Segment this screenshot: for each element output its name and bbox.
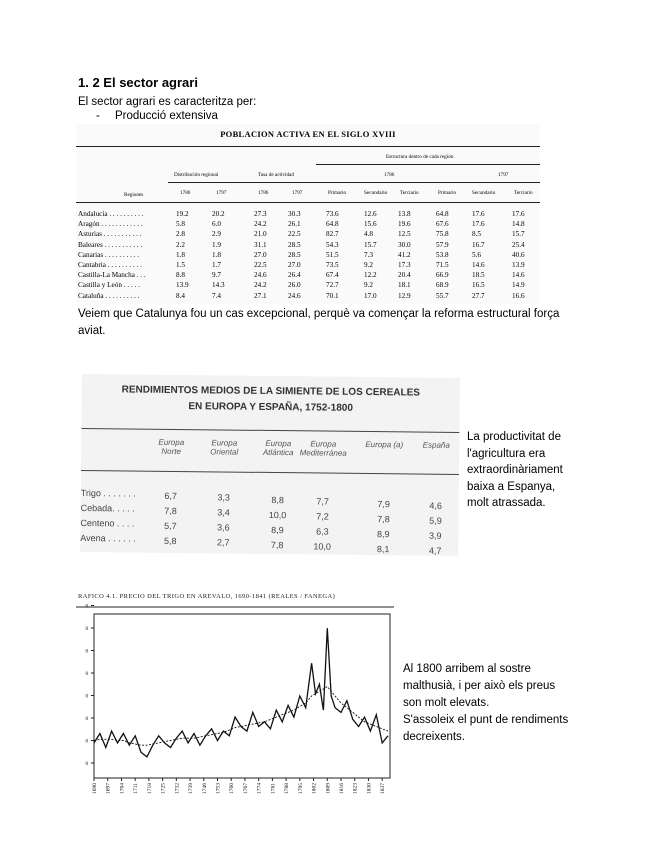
y-tick-label: 0 [85, 604, 88, 610]
table-row [76, 251, 540, 260]
table-cell: 3,6 [217, 522, 230, 533]
y-tick-label: 0 [85, 762, 88, 767]
table-cell: 8,1 [376, 543, 390, 554]
col-header: Terciario [514, 190, 533, 196]
x-tick-label: 1823 [352, 783, 359, 794]
x-tick-label: 1795 [297, 783, 304, 794]
bullet-text: Producció extensiva [115, 110, 218, 122]
table-cell: 10,0 [313, 541, 332, 552]
table-cell: 1.7 [212, 261, 221, 269]
table-cell: 66.9 [436, 271, 449, 280]
table-cell: 2.2 [176, 240, 185, 249]
rule [316, 164, 540, 165]
region-name: Andalucía . . . . . . . . . . [78, 210, 144, 218]
table-cell: 19.6 [398, 220, 411, 229]
rule [76, 146, 540, 147]
table-cell: 7.4 [212, 291, 221, 300]
table-cell: 30.0 [398, 240, 411, 249]
table-cell: 6,3 [316, 526, 329, 537]
table-cell: 4,6 [429, 500, 442, 511]
x-axis [92, 778, 386, 794]
table-cell: 41.2 [398, 250, 411, 259]
x-tick-label: 1746 [201, 783, 208, 794]
region-name: Cantabria . . . . . . . . . . [78, 261, 142, 269]
wheat-price-chart [76, 600, 398, 796]
x-tick-label: 1788 [284, 783, 291, 794]
x-tick-label: 1809 [325, 783, 332, 794]
table-cell: 16.5 [472, 281, 485, 290]
table-cell: 8,8 [271, 494, 284, 505]
x-tick-label: 1732 [174, 783, 181, 794]
table-row [76, 281, 540, 290]
table-row [76, 220, 540, 229]
table-cell: 17.6 [512, 210, 525, 218]
table-row [76, 230, 540, 239]
population-table-title: POBLACION ACTIVA EN EL SIGLO XVIII [220, 129, 396, 139]
note-malthus-line3: son molt elevats. [403, 697, 490, 709]
rule [168, 182, 540, 183]
table-cell: 24.6 [288, 291, 301, 300]
header-1797: 1797 [498, 172, 509, 178]
y-tick-label: 0 [85, 717, 88, 722]
table-cell: 27.7 [472, 291, 485, 300]
x-tick-label: 1690 [92, 783, 98, 794]
col-header: 1786 [180, 190, 191, 196]
table-cell: 70.1 [326, 291, 339, 300]
note-malthus-line2: malthusià, i per això els preus [403, 680, 556, 692]
table-cell: 27.0 [254, 250, 267, 259]
table-row [76, 292, 540, 301]
x-tick-label: 1837 [380, 783, 387, 794]
series-line-trend [94, 687, 388, 746]
crop-name: Avena . . . . . . [80, 532, 136, 544]
x-tick-label: 1739 [188, 783, 195, 794]
bullet-dash: - [96, 110, 100, 122]
table-cell: 1.8 [176, 250, 185, 259]
x-tick-label: 1781 [270, 783, 277, 794]
table-cell: 20.2 [212, 210, 225, 218]
table-cell: 8.5 [472, 230, 481, 239]
region-name: Castilla-La Mancha . . . [78, 271, 146, 280]
table-cell: 2.8 [176, 230, 185, 239]
table-cell: 14.8 [512, 220, 525, 229]
table-cell: 73.5 [326, 261, 339, 269]
header-regions: Regiones [124, 192, 144, 198]
table-cell: 68.9 [436, 281, 449, 290]
x-tick-label: 1767 [242, 783, 249, 794]
table-cell: 51.5 [326, 250, 339, 259]
header-1786: 1786 [384, 172, 395, 178]
rule [81, 428, 459, 433]
note-malthus-line4: S'assoleix el punt de rendiments [403, 714, 569, 726]
col-header: Europa Oriental [210, 438, 239, 457]
rule [76, 202, 540, 203]
table-cell: 19.2 [176, 210, 189, 218]
region-name: Aragón . . . . . . . . . . . . [78, 220, 143, 229]
note-malthus-line1: Al 1800 arribem al sostre [403, 663, 531, 675]
table-cell: 1.5 [176, 261, 185, 269]
table-cell: 13.8 [398, 210, 411, 218]
table-cell: 9.2 [364, 281, 373, 290]
col-header: 1797 [216, 190, 227, 196]
table-cell: 16.6 [512, 291, 525, 300]
table-cell: 27.1 [254, 291, 267, 300]
table-cell: 17.6 [472, 210, 485, 218]
region-name: Asturias . . . . . . . . . . . [78, 230, 142, 239]
col-header: Primario [328, 190, 347, 196]
yields-table-title-2: EN EUROPA Y ESPAÑA, 1752-1800 [188, 401, 353, 414]
table-cell: 67.4 [326, 271, 339, 280]
table-cell: 6.0 [212, 220, 221, 229]
note-malthus [403, 661, 603, 746]
table-cell: 7.3 [364, 250, 373, 259]
x-tick-label: 1816 [338, 783, 345, 794]
x-tick-label: 1697 [105, 783, 112, 794]
population-table-image [76, 124, 540, 304]
table-cell: 12.6 [364, 210, 377, 218]
table-cell: 30.3 [288, 210, 301, 218]
table-row [76, 241, 540, 250]
table-cell: 64.8 [436, 210, 449, 218]
col-header: 1797 [292, 190, 303, 196]
table-cell: 9.7 [212, 271, 221, 280]
col-header: Secundario [472, 190, 496, 196]
col-header: España [422, 440, 450, 450]
table-cell: 5,9 [429, 515, 442, 526]
table-row [76, 261, 540, 270]
region-name: Baleares . . . . . . . . . . . [78, 240, 143, 249]
table-cell: 2,7 [216, 537, 230, 548]
table-cell: 14.6 [472, 261, 485, 269]
y-tick-label: 0 [85, 739, 88, 745]
table-cell: 12.5 [398, 230, 411, 239]
table-cell: 3,4 [217, 507, 230, 518]
table-cell: 3,9 [429, 530, 442, 541]
table-cell: 27.0 [288, 261, 301, 269]
table-cell: 2.9 [212, 230, 221, 239]
table-cell: 73.6 [326, 210, 339, 218]
crop-name: Trigo . . . . . . . [80, 487, 136, 499]
note-productivity: La productivitat de l'agricultura era extraordinàriament baixa a Espanya, molt atrassada. [467, 431, 563, 509]
table-cell: 18.1 [398, 281, 411, 290]
table-cell: 28.5 [288, 250, 301, 259]
x-tick-label: 1725 [160, 783, 167, 794]
table-cell: 7,7 [316, 496, 329, 507]
table-cell: 5.6 [472, 250, 481, 259]
y-tick-label: 0 [85, 672, 88, 677]
table-cell: 57.9 [436, 240, 449, 249]
yields-table-image [80, 374, 460, 556]
chart-frame [94, 614, 390, 778]
table-cell: 15.6 [364, 220, 377, 229]
note-malthus-line5: decreixents. [403, 731, 466, 743]
table-cell: 71.5 [436, 261, 449, 269]
region-name: Castilla y León . . . . . [78, 281, 140, 290]
col-header: Europa (a) [365, 439, 404, 450]
x-tick-label: 1718 [146, 783, 153, 794]
region-name: Canarias . . . . . . . . . . [78, 250, 140, 259]
table-cell: 8,9 [377, 528, 390, 539]
table-cell: 26.0 [288, 281, 301, 290]
y-tick-label: 0 [85, 649, 88, 655]
plot-area [94, 628, 388, 757]
table-cell: 75.8 [436, 230, 449, 239]
table-cell: 21.0 [254, 230, 267, 239]
col-header: Europa Norte [158, 437, 185, 457]
table-cell: 27.3 [254, 210, 267, 218]
table-cell: 17.6 [472, 220, 485, 229]
table-cell: 7,9 [377, 498, 390, 509]
table-cell: 25.4 [512, 240, 525, 249]
x-tick-label: 1711 [133, 783, 140, 794]
table-cell: 7,8 [164, 505, 177, 517]
crop-name: Centeno . . . . [80, 517, 135, 529]
table-cell: 15.7 [512, 230, 525, 239]
rule [81, 470, 459, 475]
table-cell: 12.9 [398, 291, 411, 300]
header-activity: Tasa de actividad [258, 172, 294, 178]
table-cell: 22.5 [254, 261, 267, 269]
y-tick-label: 0 [85, 627, 88, 632]
chart-title: RAFICO 4.1. PRECIO DEL TRIGO EN AREVALO, 1690-1841 (REALES / FANEGA) [78, 593, 336, 600]
table-cell: 26.1 [288, 220, 301, 229]
table-cell: 24.6 [254, 271, 267, 280]
table-cell: 1.8 [212, 250, 221, 259]
table-cell: 40.6 [512, 250, 525, 259]
col-header: Primario [438, 190, 457, 196]
table-cell: 8.4 [176, 291, 185, 300]
x-tick-label: 1830 [366, 783, 373, 794]
col-header: Europa Atlántica [262, 438, 294, 458]
intro-text: El sector agrari es caracteritza per: [78, 96, 257, 108]
section-title: 1. 2 El sector agrari [78, 75, 198, 90]
x-tick-label: 1802 [311, 783, 318, 794]
region-name: Cataluña . . . . . . . . . . [78, 291, 140, 300]
table-cell: 3,3 [217, 492, 231, 503]
table-cell: 4,7 [428, 545, 442, 556]
table-cell: 16.7 [472, 240, 485, 249]
header-structure: Estructura dentro de cada región [386, 154, 454, 160]
table-cell: 5.8 [176, 220, 185, 229]
table-cell: 17.0 [364, 291, 377, 300]
table-cell: 24.2 [254, 281, 267, 290]
x-tick-label: 1753 [215, 783, 222, 794]
table-cell: 31.1 [254, 240, 267, 249]
table-cell: 1.9 [212, 240, 221, 249]
table-cell: 15.7 [364, 240, 377, 249]
y-tick-label: 0 [85, 694, 88, 700]
paragraph-catalunya: Veiem que Catalunya fou un cas excepcional, perquè va començar la reforma estructural força aviat. [78, 308, 560, 337]
col-header: Europa Mediterránea [299, 439, 347, 458]
col-header: Secundario [364, 190, 388, 196]
x-tick-label: 1704 [119, 783, 126, 794]
table-cell: 10,0 [268, 509, 287, 520]
table-cell: 13.9 [176, 281, 189, 290]
table-cell: 12.2 [364, 271, 377, 280]
table-cell: 67.6 [436, 220, 449, 229]
table-cell: 64.8 [326, 220, 339, 229]
crop-name: Cebada. . . . . [80, 502, 135, 514]
table-cell: 7,8 [377, 513, 390, 524]
table-cell: 26.4 [288, 271, 301, 280]
table-cell: 22.5 [288, 230, 301, 239]
table-cell: 20.4 [398, 271, 411, 280]
table-cell: 7,2 [316, 511, 329, 522]
table-cell: 14.9 [512, 281, 525, 290]
table-cell: 82.7 [326, 230, 339, 239]
y-axis [86, 605, 95, 768]
table-cell: 14.3 [212, 281, 225, 290]
table-cell: 13.9 [512, 261, 525, 269]
table-cell: 55.7 [436, 291, 449, 300]
x-tick-label: 1774 [256, 783, 263, 794]
table-cell: 24.2 [254, 220, 267, 229]
table-cell: 72.7 [326, 281, 339, 290]
col-header: 1786 [258, 190, 269, 196]
table-cell: 8.8 [176, 271, 185, 280]
yields-table-title-1: RENDIMIENTOS MEDIOS DE LA SIMIENTE DE LOS CEREALES [121, 384, 421, 399]
table-cell: 53.8 [436, 250, 449, 259]
col-header: Terciario [400, 190, 419, 196]
table-cell: 5,7 [164, 520, 177, 531]
table-cell: 5,8 [163, 535, 177, 546]
table-cell: 28.5 [288, 240, 301, 249]
series-line-annual [94, 628, 388, 757]
table-cell: 4.8 [364, 230, 373, 239]
table-cell: 54.3 [326, 240, 339, 249]
x-tick-label: 1760 [229, 783, 236, 794]
table-cell: 17.3 [398, 261, 411, 269]
table-cell: 8,9 [271, 524, 284, 535]
table-cell: 18.5 [472, 271, 485, 280]
table-cell: 7,8 [270, 539, 284, 550]
table-cell: 14.6 [512, 271, 525, 280]
table-cell: 9.2 [364, 261, 373, 269]
table-row [76, 210, 540, 219]
header-distribution: Distribución regional [174, 172, 219, 178]
table-row [76, 271, 540, 280]
table-cell: 6,7 [164, 490, 178, 502]
